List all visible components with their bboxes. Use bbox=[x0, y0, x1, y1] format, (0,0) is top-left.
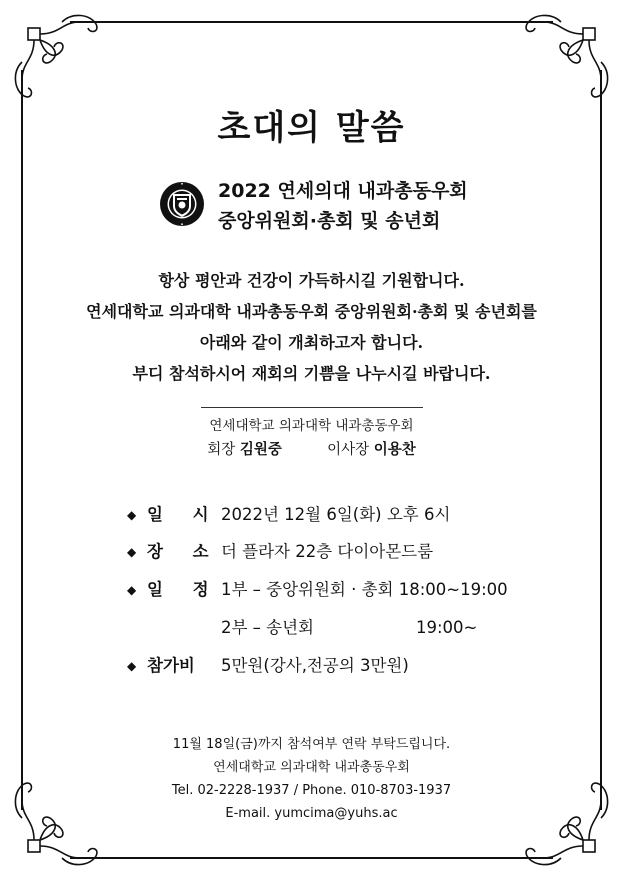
event-title-line2: 중앙위원회·총회 및 송년회 bbox=[218, 210, 441, 232]
host-signatures bbox=[0, 438, 623, 462]
greeting-line: 항상 평안과 건강이 가득하시길 기원합니다. bbox=[158, 271, 465, 290]
diamond-bullet-icon: ◆ bbox=[127, 508, 137, 522]
event-heading bbox=[158, 172, 478, 242]
detail-value: 2022년 12월 6일(화) 오후 6시 bbox=[221, 505, 451, 524]
rsvp-request: 11월 18일(금)까지 참석여부 연락 부탁드립니다. bbox=[172, 737, 451, 752]
university-seal-icon bbox=[158, 180, 206, 228]
director-name: 이용찬 bbox=[373, 442, 416, 458]
host-block bbox=[0, 414, 623, 462]
diamond-bullet-icon: ◆ bbox=[127, 659, 137, 673]
chair-name: 김원중 bbox=[239, 442, 282, 458]
greeting-message bbox=[0, 265, 623, 389]
diamond-bullet-icon: ◆ bbox=[127, 545, 137, 559]
event-title-line1: 2022 연세의대 내과총동우회 bbox=[218, 180, 468, 202]
schedule-part2-time: 19:00~ bbox=[416, 618, 478, 637]
detail-value: 더 플라자 22층 다이아몬드룸 bbox=[221, 542, 434, 561]
diamond-bullet-icon: ◆ bbox=[127, 583, 137, 597]
contact-organization: 연세대학교 의과대학 내과총동우회 bbox=[213, 760, 410, 775]
contact-block bbox=[0, 733, 623, 825]
contact-phone: Tel. 02-2228-1937 / Phone. 010-8703-1937 bbox=[171, 783, 452, 798]
detail-label: 장 소 bbox=[147, 542, 221, 561]
director-title: 이사장 bbox=[327, 442, 370, 458]
contact-email: E-mail. yumcima@yuhs.ac bbox=[225, 806, 398, 821]
divider bbox=[201, 407, 423, 408]
schedule-part2-name: 2부 – 송년회 bbox=[221, 618, 314, 637]
detail-label: 일 정 bbox=[147, 580, 221, 599]
event-title-block bbox=[218, 176, 468, 236]
schedule-part1: 1부 – 중앙위원회 · 총회 18:00~19:00 bbox=[221, 580, 508, 599]
greeting-line: 아래와 같이 개최하고자 합니다. bbox=[199, 333, 424, 352]
greeting-line: 부디 참석하시어 재회의 기쁨을 나누시길 바랍니다. bbox=[132, 364, 491, 383]
detail-label: 일 시 bbox=[147, 505, 221, 524]
detail-value: 5만원(강사,전공의 3만원) bbox=[221, 656, 409, 675]
detail-label: 참가비 bbox=[147, 656, 195, 675]
greeting-line: 연세대학교 의과대학 내과총동우회 중앙위원회·총회 및 송년회를 bbox=[86, 302, 537, 321]
chair-title: 회장 bbox=[207, 442, 236, 458]
page-title: 초대의 말씀 bbox=[217, 108, 406, 148]
host-organization: 연세대학교 의과대학 내과총동우회 bbox=[209, 418, 414, 434]
